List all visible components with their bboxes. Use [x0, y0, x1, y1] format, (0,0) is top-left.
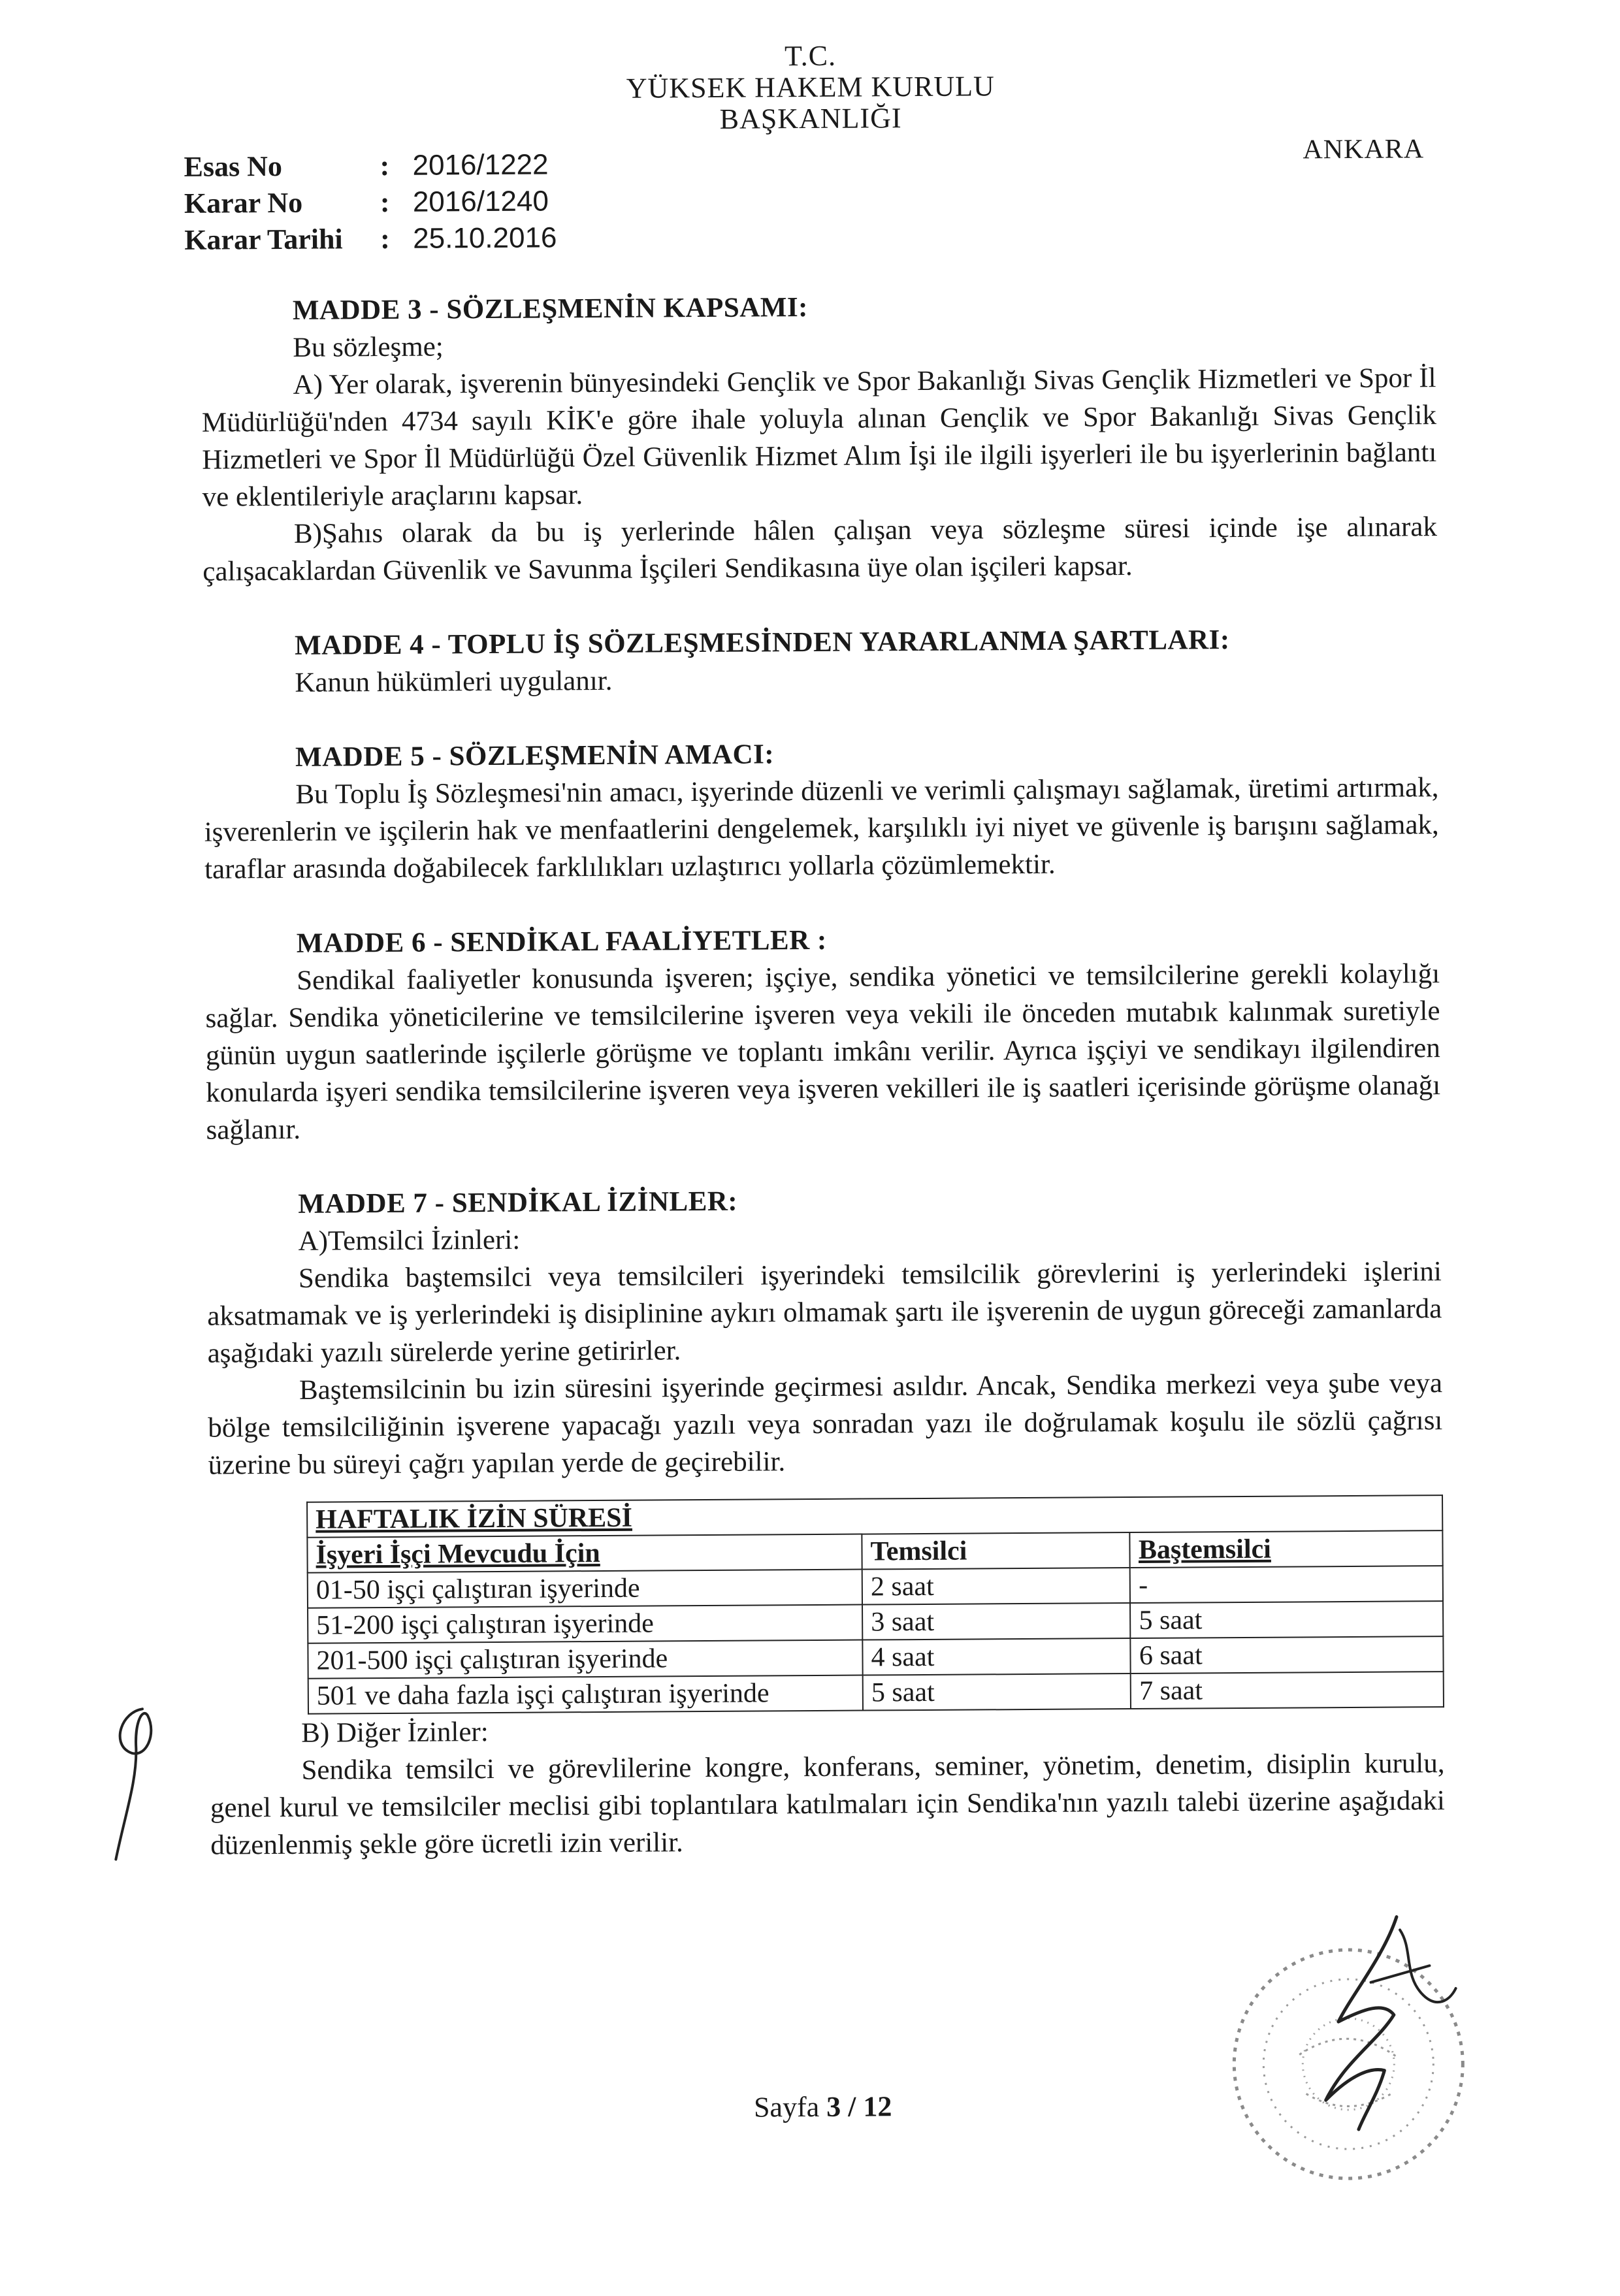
weekly-leave-table — [306, 1495, 1444, 1715]
meta-value: 2016/1222 — [412, 148, 549, 182]
table-cell: - — [1130, 1566, 1443, 1603]
table-header-cell: İşyeri İşçi Mevcudu İçin — [307, 1534, 862, 1573]
madde-7-title: MADDE 7 - SENDİKAL İZİNLER: — [298, 1186, 738, 1220]
header-line-presidency: BAŞKANLIĞI — [719, 102, 902, 135]
madde-3-item-a: A) Yer olarak, işverenin bünyesindeki Gençlik ve Spor Bakanlığı Sivas Gençlik Hizmetleri ve Spor İl Müdürlüğü'nden 4734 sayılı KİK'e göre ihale yoluyla alınan Gençlik ve Spor Bakanlığı Sivas Gençlik Hizmetleri ve Spor İl Müdürlüğü Özel Güvenlik Hizmet Alım İşi ile ilgili işyerleri ile bu işyerlerinin bağlantı ve eklentileriyle araçlarını kapsar. — [201, 363, 1437, 513]
table-header-cell: Baştemsilci — [1130, 1530, 1443, 1568]
table-cell: 7 saat — [1131, 1672, 1444, 1709]
header-city: ANKARA — [1303, 134, 1425, 165]
leave-table-wrapper — [306, 1495, 1444, 1715]
meta-row-karar — [184, 183, 557, 221]
handwritten-initial-icon — [95, 1696, 169, 1866]
madde-4-title: MADDE 4 - TOPLU İŞ SÖZLEŞMESİNDEN YARARLANMA ŞARTLARI: — [294, 624, 1230, 661]
madde-7-para-2: Baştemsilcinin bu izin süresini işyerinde geçirmesi asıldır. Ancak, Sendika merkezi veya şube veya bölge temsilciliğinin işverene yapacağı yazılı veya sonradan yazı ile doğrulamak koşulu ile sözlü çağrısı üzerine bu süreyi çağrı yapılan yerde de geçirebilir. — [208, 1368, 1443, 1481]
meta-label: Esas No — [184, 150, 283, 183]
meta-colon: : — [380, 186, 390, 219]
meta-colon: : — [380, 222, 391, 255]
madde-3-item-b: B)Şahıs olarak da bu iş yerlerinde hâlen çalışan veya sözleşme süresi içinde işe alınarak çalışacaklardan Güvenlik ve Savunma İşçileri Sendikasına üye olan işçileri kapsar. — [202, 511, 1438, 587]
table-cell: 5 saat — [1130, 1601, 1443, 1638]
madde-3-intro: Bu sözleşme; — [293, 331, 444, 363]
madde-7-para-3: Sendika temsilci ve görevlilerine kongre, konferans, seminer, yönetim, denetim, disiplin kurulu, genel kurul ve temsilciler meclisi gibi toplantılara katılmaları için Sendika'nın yazılı talebi üzerine aşağıdaki düzenlenmiş şekle göre ücretli izin verilir. — [210, 1748, 1446, 1861]
table-cell: 4 saat — [862, 1638, 1131, 1675]
page-total: 12 — [863, 2090, 892, 2123]
madde-7-sub-b: B) Diğer İzinler: — [301, 1717, 489, 1749]
table-caption: HAFTALIK İZİN SÜRESİ — [307, 1495, 1442, 1538]
madde-3-title: MADDE 3 - SÖZLEŞMENİN KAPSAMI: — [292, 292, 809, 326]
madde-5-title: MADDE 5 - SÖZLEŞMENİN AMACI: — [295, 739, 775, 773]
table-cell: 3 saat — [862, 1603, 1131, 1640]
meta-value: 25.10.2016 — [413, 221, 557, 255]
table-cell: 6 saat — [1131, 1636, 1444, 1673]
table-cell: 01-50 işçi çalıştıran işyerinde — [308, 1570, 862, 1608]
table-cell: 201-500 işçi çalıştıran işyerinde — [308, 1640, 862, 1679]
table-cell: 51-200 işçi çalıştıran işyerinde — [308, 1605, 862, 1643]
table-cell: 2 saat — [862, 1568, 1131, 1605]
meta-value: 2016/1240 — [412, 185, 549, 218]
madde-7-para-1: Sendika baştemsilci veya temsilcileri işyerindeki temsilcilik görevlerini iş yerlerindeki işlerini aksatmamak ve iş yerlerindeki iş disiplinine aykırı olmamak şartı ile işverenin de uygun göreceği zamanlarda aşağıdaki yazılı sürelerde yerine getirirler. — [207, 1256, 1442, 1369]
madde-4-text: Kanun hükümleri uygulanır. — [295, 665, 613, 698]
case-meta — [184, 146, 557, 258]
page-prefix: Sayfa — [753, 2090, 827, 2124]
table-cell: 5 saat — [863, 1673, 1131, 1711]
header-line-institution: YÜKSEK HAKEM KURULU — [626, 70, 996, 105]
document-body — [201, 285, 1446, 1864]
madde-6-text: Sendikal faaliyetler konusunda işveren; işçiye, sendika yönetici ve temsilcilerine gerekli kolaylığı sağlar. Sendika yöneticilerine ve temsilcilerine işveren veya vekili ile önceden mutabık kalınmak suretiyle günün uygun saatlerinde işçilerle görüşme ve toplantı imkânı verilir. Ayrıca işçiyi ve sendikayı ilgilendiren konularda işyeri sendika temsilcilerine işveren veya işveren vekilleri ile iş saatleri içerisinde görüşme olanağı sağlanır. — [205, 958, 1441, 1146]
meta-row-tarih — [184, 219, 557, 258]
meta-row-esas — [184, 146, 557, 185]
page-separator: / — [841, 2090, 864, 2123]
table-row — [308, 1672, 1444, 1714]
table-header-cell: Temsilci — [862, 1532, 1130, 1570]
meta-label: Karar Tarihi — [184, 223, 343, 256]
signature-icon — [1272, 1903, 1470, 2140]
meta-colon: : — [380, 149, 390, 182]
page-current: 3 — [826, 2090, 841, 2123]
institution-header — [0, 35, 1620, 139]
meta-label: Karar No — [184, 186, 303, 219]
madde-6-title: MADDE 6 - SENDİKAL FAALİYETLER : — [296, 924, 827, 959]
table-cell: 501 ve daha fazla işçi çalıştıran işyerinde — [308, 1675, 863, 1714]
madde-5-text: Bu Toplu İş Sözleşmesi'nin amacı, işyerinde düzenli ve verimli çalışmayı sağlamak, üretimi artırmak, işverenlerin ve işçilerin hak ve menfaatlerini dengelemek, karşılıklı iyi niyet ve güvenle iş barışını sağlamak, taraflar arasında doğabilecek farklılıkları uzlaştırıcı yollarla çözümlemektir. — [204, 772, 1439, 885]
madde-7-sub-a: A)Temsilci İzinleri: — [298, 1224, 521, 1257]
header-line-tc: T.C. — [784, 39, 837, 73]
